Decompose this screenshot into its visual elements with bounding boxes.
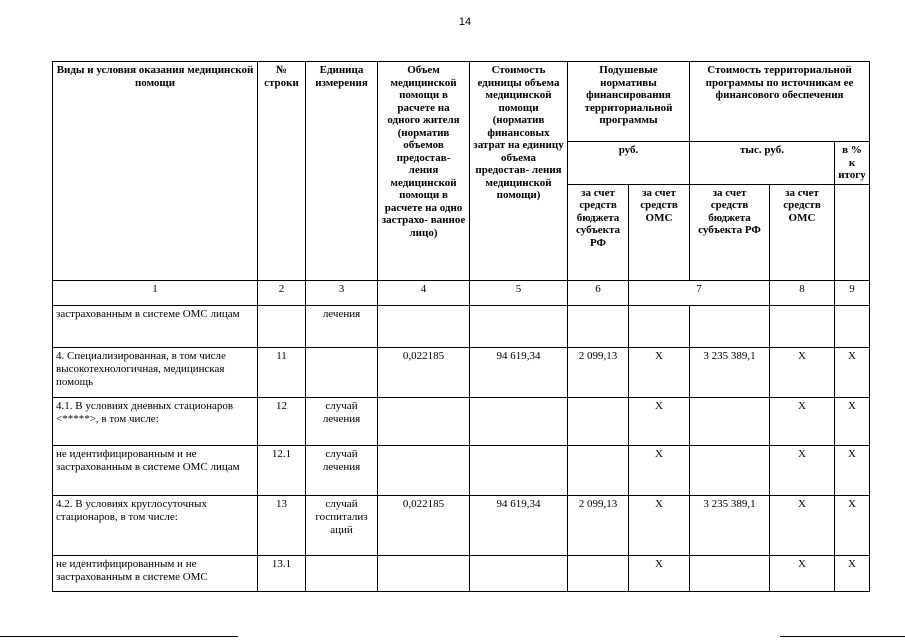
row-cost: 94 619,34 xyxy=(470,495,568,555)
table-row xyxy=(53,555,870,591)
row-budget-rub: 2 099,13 xyxy=(568,347,629,397)
row-name: не идентифицированным и не застрахованным в системе ОМС xyxy=(53,555,258,591)
row-budget-thr xyxy=(690,397,770,445)
row-budget-rub xyxy=(568,445,629,495)
row-cost xyxy=(470,445,568,495)
row-budget-rub: 2 099,13 xyxy=(568,495,629,555)
row-volume xyxy=(378,445,470,495)
row-volume: 0,022185 xyxy=(378,495,470,555)
row-oms-rub xyxy=(629,305,690,347)
row-unit: случай лечения xyxy=(306,445,378,495)
col-number: 7 xyxy=(629,280,770,305)
row-line xyxy=(258,305,306,347)
row-percent: X xyxy=(835,347,870,397)
program-cost-table xyxy=(52,61,870,592)
row-unit xyxy=(306,555,378,591)
header-pct-empty xyxy=(835,184,870,280)
header-thousand-rub: тыс. руб. xyxy=(690,142,835,185)
header-rub-budget: за счет средств бюджета субъекта РФ xyxy=(568,184,629,280)
row-name: 4.1. В условиях дневных стационаров <*****>, в том числе: xyxy=(53,397,258,445)
row-line: 13.1 xyxy=(258,555,306,591)
row-budget-rub xyxy=(568,305,629,347)
row-cost: 94 619,34 xyxy=(470,347,568,397)
row-budget-rub xyxy=(568,397,629,445)
scan-edge-mark-left xyxy=(0,636,238,637)
header-line-number: № строки xyxy=(258,62,306,281)
table-row xyxy=(53,495,870,555)
row-oms-thr: X xyxy=(770,347,835,397)
row-budget-rub xyxy=(568,555,629,591)
col-number: 5 xyxy=(470,280,568,305)
row-unit xyxy=(306,347,378,397)
row-volume xyxy=(378,397,470,445)
row-cost xyxy=(470,305,568,347)
row-unit: случай госпитализ аций xyxy=(306,495,378,555)
row-name: не идентифицированным и не застрахованным в системе ОМС лицам xyxy=(53,445,258,495)
row-budget-thr: 3 235 389,1 xyxy=(690,347,770,397)
row-unit: лечения xyxy=(306,305,378,347)
row-budget-thr xyxy=(690,305,770,347)
row-name: 4. Специализированная, в том числе высокотехнологичная, медицинская помощь xyxy=(53,347,258,397)
row-oms-thr: X xyxy=(770,445,835,495)
row-percent: X xyxy=(835,555,870,591)
row-oms-rub: X xyxy=(629,495,690,555)
row-budget-thr xyxy=(690,555,770,591)
row-percent: X xyxy=(835,495,870,555)
row-oms-thr: X xyxy=(770,397,835,445)
row-oms-thr xyxy=(770,305,835,347)
header-row-1 xyxy=(53,62,870,142)
row-budget-thr xyxy=(690,445,770,495)
row-oms-rub: X xyxy=(629,397,690,445)
col-number: 9 xyxy=(835,280,870,305)
row-line: 12 xyxy=(258,397,306,445)
table-row xyxy=(53,397,870,445)
header-volume: Объем медицинской помощи в расчете на одного жителя (норматив объемов предостав- ления медицинской помощи в расчете на одно застрахо- ванное лицо) xyxy=(378,62,470,281)
row-percent: X xyxy=(835,445,870,495)
header-rub: руб. xyxy=(568,142,690,185)
row-oms-thr: X xyxy=(770,555,835,591)
row-line: 11 xyxy=(258,347,306,397)
row-name: 4.2. В условиях круглосуточных стационаров, в том числе: xyxy=(53,495,258,555)
row-unit: случай лечения xyxy=(306,397,378,445)
col-number: 1 xyxy=(53,280,258,305)
row-volume xyxy=(378,555,470,591)
row-budget-thr: 3 235 389,1 xyxy=(690,495,770,555)
header-unit: Единица измерения xyxy=(306,62,378,281)
header-kinds: Виды и условия оказания медицинской помощи xyxy=(53,62,258,281)
row-line: 13 xyxy=(258,495,306,555)
row-cost xyxy=(470,397,568,445)
header-program-cost: Стоимость территориальной программы по источникам ее финансового обеспечения xyxy=(690,62,870,142)
header-unit-cost: Стоимость единицы объема медицинской помощи (норматив финансовых затрат на единицу объема предостав- ления медицинской помощи) xyxy=(470,62,568,281)
row-line: 12.1 xyxy=(258,445,306,495)
header-percent: в % к итогу xyxy=(835,142,870,185)
col-number: 8 xyxy=(770,280,835,305)
row-volume: 0,022185 xyxy=(378,347,470,397)
scan-edge-mark-right xyxy=(780,636,905,637)
row-oms-rub: X xyxy=(629,445,690,495)
table-row xyxy=(53,305,870,347)
row-volume xyxy=(378,305,470,347)
table-row xyxy=(53,445,870,495)
column-numbers-row xyxy=(53,280,870,305)
row-cost xyxy=(470,555,568,591)
page-number: 14 xyxy=(458,16,472,28)
row-percent xyxy=(835,305,870,347)
row-name: застрахованным в системе ОМС лицам xyxy=(53,305,258,347)
header-per-capita: Подушевые нормативы финансирования территориальной программы xyxy=(568,62,690,142)
col-number: 3 xyxy=(306,280,378,305)
row-oms-thr: X xyxy=(770,495,835,555)
col-number: 6 xyxy=(568,280,629,305)
header-thr-oms: за счет средств ОМС xyxy=(770,184,835,280)
row-percent: X xyxy=(835,397,870,445)
header-rub-oms: за счет средств ОМС xyxy=(629,184,690,280)
table-row xyxy=(53,347,870,397)
row-oms-rub: X xyxy=(629,555,690,591)
col-number: 4 xyxy=(378,280,470,305)
col-number: 2 xyxy=(258,280,306,305)
row-oms-rub: X xyxy=(629,347,690,397)
header-thr-budget: за счет средств бюджета субъекта РФ xyxy=(690,184,770,280)
